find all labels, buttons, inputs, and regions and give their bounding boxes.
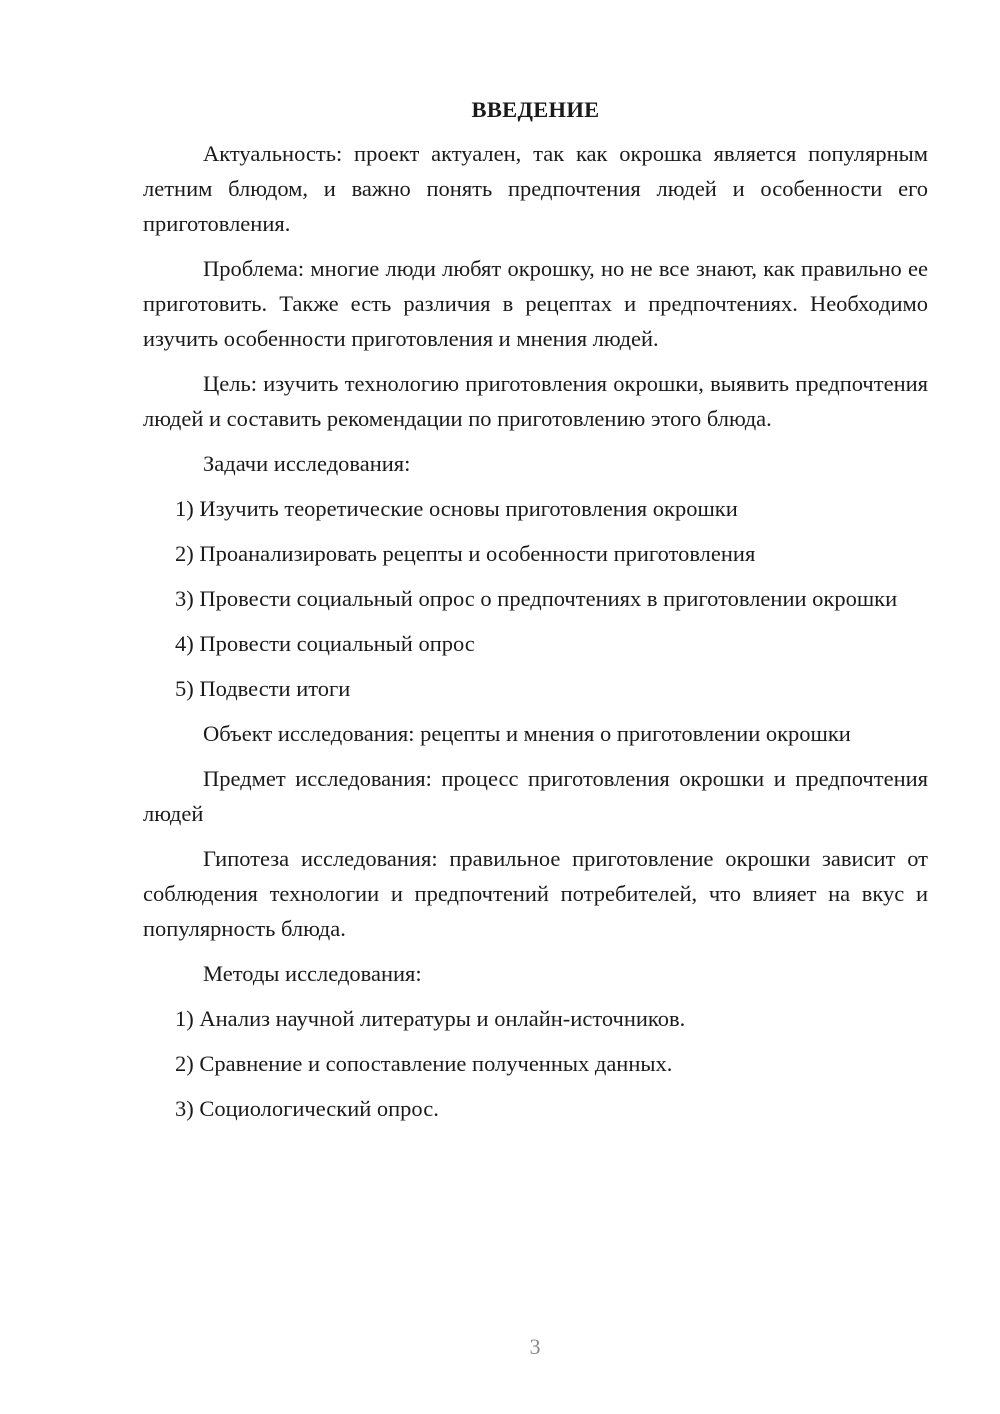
methods-title: Методы исследования: (203, 961, 422, 986)
method-item: 2) Сравнение и сопоставление полученных данных. (175, 1051, 673, 1076)
task-item: 5) Подвести итоги (175, 676, 351, 701)
subject-paragraph: Предмет исследования: процесс приготовления окрошки и предпочтения людей (143, 766, 928, 826)
relevance-paragraph: Актуальность: проект актуален, так как окрошка является популярным летним блюдом, и важно понять предпочтения людей и особенности его приготовления. (143, 141, 928, 236)
method-item: 3) Социологический опрос. (175, 1096, 439, 1121)
page-content (143, 94, 928, 1136)
tasks-title: Задачи исследования: (203, 451, 411, 476)
page-number: 3 (529, 1334, 541, 1359)
goal-paragraph: Цель: изучить технологию приготовления окрошки, выявить предпочтения людей и составить рекомендации по приготовлению этого блюда. (143, 371, 928, 431)
problem-paragraph: Проблема: многие люди любят окрошку, но не все знают, как правильно ее приготовить. Также есть различия в рецептах и предпочтениях. Необходимо изучить особенности приготовления и мнения людей. (143, 256, 928, 351)
task-item: 4) Провести социальный опрос (175, 631, 475, 656)
object-paragraph: Объект исследования: рецепты и мнения о приготовлении окрошки (203, 721, 851, 746)
task-item: 1) Изучить теоретические основы приготовления окрошки (175, 496, 738, 521)
method-item: 1) Анализ научной литературы и онлайн-источников. (175, 1006, 686, 1031)
section-heading: ВВЕДЕНИЕ (471, 97, 600, 122)
hypothesis-paragraph: Гипотеза исследования: правильное приготовление окрошки зависит от соблюдения технологии и предпочтений потребителей, что влияет на вкус и популярность блюда. (143, 846, 928, 941)
task-item: 3) Провести социальный опрос о предпочтениях в приготовлении окрошки (175, 586, 898, 611)
task-item: 2) Проанализировать рецепты и особенности приготовления (175, 541, 756, 566)
